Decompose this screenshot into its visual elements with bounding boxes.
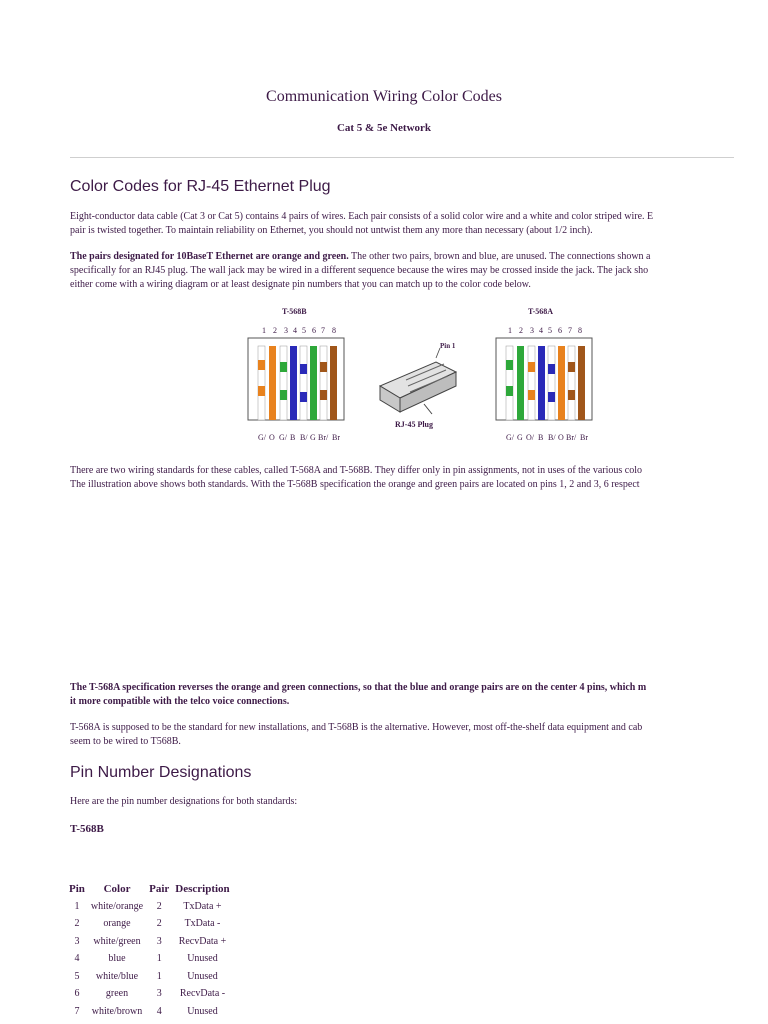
cell-description: TxData + <box>183 900 222 912</box>
paragraph-line: The T-568A specification reverses the orange and green connections, so that the blue and orange pairs are on the center 4 pins, which m <box>70 682 647 693</box>
wire-stripe <box>528 362 535 372</box>
paragraph-line: specifically for an RJ45 plug. The wall jack may be wired in a different sequence because the wires may be crossed inside the jack. The jack sho <box>70 265 649 276</box>
wire-white-brown <box>320 346 327 420</box>
wire-stripe <box>258 386 265 396</box>
color-code: G <box>310 433 316 442</box>
wire-stripe <box>548 364 555 374</box>
pin-number: 8 <box>578 326 582 335</box>
color-code: B <box>290 433 296 442</box>
wire-stripe <box>280 390 287 400</box>
paragraph-line: Eight-conductor data cable (Cat 3 or Cat 5) contains 4 pairs of wires. Each pair consists of a solid color wire and a white and color striped wire. E <box>70 211 654 222</box>
cell-pin: 5 <box>74 970 80 982</box>
paragraph-line <box>70 250 768 264</box>
paragraph-line: T-568A is supposed to be the standard for new installations, and T-568B is the alternative. However, most off-the-shelf data equipment and cab <box>70 722 643 733</box>
table-row <box>66 950 233 968</box>
cell-description: RecvData + <box>178 935 227 947</box>
wire-blue <box>290 346 297 420</box>
color-code: G/ <box>279 433 287 442</box>
cell-pair: 2 <box>156 900 162 912</box>
cell-color: white/orange <box>90 900 144 912</box>
pin-number: 3 <box>284 326 288 335</box>
table-header-row <box>66 880 233 898</box>
paragraph-standards <box>70 464 768 492</box>
wire-white-brown <box>568 346 575 420</box>
pin-number: 1 <box>508 326 512 335</box>
column-header-color: Color <box>103 882 131 895</box>
color-code: B <box>538 433 544 442</box>
color-code: B/ <box>300 433 308 442</box>
wiring-diagram <box>240 300 610 450</box>
pin-number: 1 <box>262 326 266 335</box>
right-pin-numbers <box>508 326 582 335</box>
t568b-label: T-568B <box>282 307 307 316</box>
wire-stripe <box>568 390 575 400</box>
paragraph-line: either come with a wiring diagram or at least designate pin numbers that you can match up to the color code below. <box>70 279 531 290</box>
t568b-subheading: T-568B <box>70 823 104 835</box>
cell-color: orange <box>103 918 131 930</box>
pin-number: 7 <box>321 326 325 335</box>
cell-pair: 2 <box>156 918 162 930</box>
table-row <box>66 915 233 933</box>
pin-number: 8 <box>332 326 336 335</box>
divider <box>70 157 734 158</box>
wire-stripe <box>258 360 265 370</box>
wire-stripe <box>320 362 327 372</box>
wire-stripe <box>280 362 287 372</box>
paragraph-line: seem to be wired to T568B. <box>70 736 181 747</box>
rj45-plug-icon <box>380 348 456 414</box>
cell-color: white/brown <box>91 1005 143 1017</box>
pin-number: 4 <box>539 326 543 335</box>
paragraph-line: pair is twisted together. To maintain reliability on Ethernet, you should not untwist them any more than necessary (about 1/2 inch). <box>70 225 593 236</box>
wire-white-green <box>506 346 513 420</box>
cell-description: TxData - <box>184 918 221 930</box>
pin-number: 6 <box>558 326 562 335</box>
cell-pair: 3 <box>156 988 162 1000</box>
cell-pin: 6 <box>74 988 80 1000</box>
left-pin-numbers <box>262 326 336 335</box>
table-row <box>66 933 233 951</box>
wire-stripe <box>528 390 535 400</box>
cell-description: Unused <box>187 970 218 982</box>
cell-pair: 1 <box>156 953 162 965</box>
wire-brown <box>578 346 585 420</box>
pin-number: 6 <box>312 326 316 335</box>
wire-green <box>310 346 317 420</box>
t568b-color-codes <box>258 433 340 442</box>
pin-number: 5 <box>548 326 552 335</box>
paragraph-pairs <box>70 250 768 292</box>
paragraph-t568a-note <box>70 681 768 709</box>
rj45-plug-label: RJ-45 Plug <box>395 420 433 429</box>
section-heading-pin-designations: Pin Number Designations <box>70 764 252 781</box>
paragraph-text: The other two pairs, brown and blue, are unused. The connections shown a <box>348 251 651 262</box>
column-header-description: Description <box>175 882 230 895</box>
pin-number: 2 <box>519 326 523 335</box>
column-header-pair: Pair <box>149 882 170 895</box>
t568a-color-codes <box>506 433 588 442</box>
color-code: Br/ <box>566 433 577 442</box>
wire-stripe <box>506 386 513 396</box>
cell-pair: 1 <box>156 970 162 982</box>
paragraph-line: There are two wiring standards for these cables, called T-568A and T-568B. They differ only in pin assignments, not in uses of the various colo <box>70 465 643 476</box>
cell-description: Unused <box>187 1005 218 1017</box>
wire-stripe <box>568 362 575 372</box>
wire-stripe <box>506 360 513 370</box>
wire-orange <box>558 346 565 420</box>
table-row <box>66 985 233 1003</box>
color-code: O <box>558 433 564 442</box>
pin1-label: Pin 1 <box>440 342 456 350</box>
cell-pin: 7 <box>74 1005 80 1017</box>
wire-stripe <box>320 390 327 400</box>
paragraph-line: it more compatible with the telco voice connections. <box>70 696 290 707</box>
cell-color: white/blue <box>95 970 139 982</box>
cell-pin: 3 <box>74 935 80 947</box>
wire-white-green <box>280 346 287 420</box>
cell-description: RecvData - <box>179 988 226 1000</box>
color-code: G/ <box>506 433 514 442</box>
paragraph-line: The illustration above shows both standards. With the T-568B specification the orange and green pairs are located on pins 1, 2 and 3, 6 respect <box>70 479 640 490</box>
page-subtitle: Cat 5 & 5e Network <box>336 122 432 134</box>
color-code: Br <box>580 433 588 442</box>
wire-orange <box>269 346 276 420</box>
wire-white-blue <box>548 346 555 420</box>
wire-green <box>517 346 524 420</box>
cell-pin: 2 <box>74 918 80 930</box>
wire-white-blue <box>300 346 307 420</box>
wire-stripe <box>300 364 307 374</box>
table-row <box>66 968 233 986</box>
wire-brown <box>330 346 337 420</box>
pin-table <box>66 880 233 1020</box>
color-code: B/ <box>548 433 556 442</box>
color-code: O <box>269 433 275 442</box>
color-code: G/ <box>258 433 266 442</box>
cell-color: white/green <box>93 935 141 947</box>
wire-stripe <box>300 392 307 402</box>
emphasis-text: The pairs designated for 10BaseT Ethernet are orange and green. <box>70 251 349 262</box>
pin-number: 7 <box>568 326 572 335</box>
paragraph-intro <box>70 210 768 238</box>
pin-number: 4 <box>293 326 297 335</box>
cell-pair: 3 <box>156 935 162 947</box>
pin-designations-intro: Here are the pin number designations for both standards: <box>70 796 298 807</box>
wire-blue <box>538 346 545 420</box>
cell-pin: 4 <box>74 953 80 965</box>
pin-number: 2 <box>273 326 277 335</box>
pin-number: 5 <box>302 326 306 335</box>
color-code: Br/ <box>318 433 329 442</box>
cell-pin: 1 <box>74 900 80 912</box>
table-row <box>66 1003 233 1021</box>
table-row <box>66 898 233 916</box>
color-code: Br <box>332 433 340 442</box>
section-heading-color-codes: Color Codes for RJ-45 Ethernet Plug <box>70 178 331 195</box>
color-code: O/ <box>526 433 534 442</box>
paragraph-standard-note <box>70 721 768 749</box>
wire-white-orange <box>528 346 535 420</box>
t568a-label: T-568A <box>528 307 554 316</box>
page-title: Communication Wiring Color Codes <box>266 88 502 105</box>
column-header-pin: Pin <box>69 882 85 895</box>
cell-color: blue <box>108 953 126 965</box>
cell-description: Unused <box>187 953 218 965</box>
wire-stripe <box>548 392 555 402</box>
color-code: G <box>517 433 523 442</box>
wire-white-orange <box>258 346 265 420</box>
pin-number: 3 <box>530 326 534 335</box>
cell-pair: 4 <box>156 1005 162 1017</box>
cell-color: green <box>105 988 129 1000</box>
